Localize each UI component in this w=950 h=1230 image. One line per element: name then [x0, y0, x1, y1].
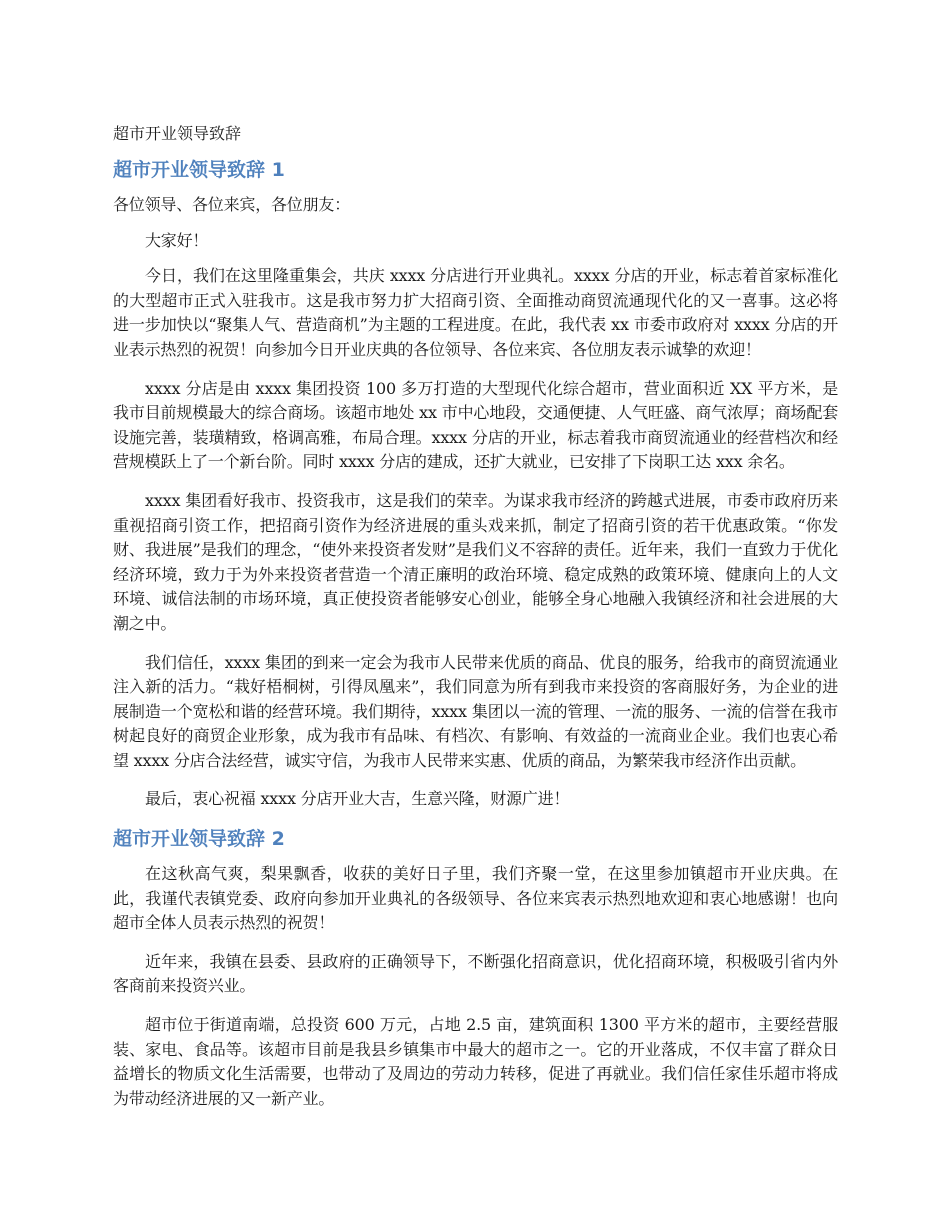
section-1-salutation: 各位领导、各位来宾，各位朋友： [113, 195, 351, 214]
section-1-greeting: 大家好！ [145, 230, 209, 250]
section-1-paragraph: 今日，我们在这里隆重集会，共庆 xxxx 分店进行开业典礼。xxxx 分店的开业，标志着首家标准化的大型超市正式入驻我市。这是我市努力扩大招商引资、全面推动商贸流通现代化的又一喜事。这必将进一步加快以“聚集人气、营造商机”为主题的工程进度。在此，我代表 xx 市委市政府对 xxxx 分店的开业表示热烈的祝贺！向参加今日开业庆典的各位领导、各位来宾、各位朋友表示诚挚的欢迎！ [113, 266, 838, 359]
document-page [113, 121, 838, 1125]
section-2-paragraph: 超市位于街道南端，总投资 600 万元，占地 2.5 亩，建筑面积 1300 平方米的超市，主要经营服装、家电、食品等。该超市目前是我县乡镇集市中最大的超市之一。它的开业落成，不仅丰富了群众日益增长的物质文化生活需要，也带动了及周边的劳动力转移，促进了再就业。我们信任家佳乐超市将成为带动经济进展的又一新产业。 [113, 1015, 838, 1108]
section-2-paragraph: 近年来，我镇在县委、县政府的正确领导下，不断强化招商意识，优化招商环境，积极吸引省内外客商前来投资兴业。 [113, 951, 838, 996]
section-1-closing: 最后，衷心祝福 xxxx 分店开业大吉，生意兴隆，财源广进！ [145, 789, 570, 809]
section-2-paragraph: 在这秋高气爽，梨果飘香，收获的美好日子里，我们齐聚一堂，在这里参加镇超市开业庆典。在此，我谨代表镇党委、政府向参加开业典礼的各级领导、各位来宾表示热烈地欢迎和衷心地感谢！也向超市全体人员表示热烈的祝贺！ [113, 864, 838, 933]
section-1-heading: 超市开业领导致辞 1 [113, 159, 285, 181]
section-2-heading: 超市开业领导致辞 2 [113, 828, 285, 851]
section-1-paragraph: 我们信任，xxxx 集团的到来一定会为我市人民带来优质的商品、优良的服务，给我市的商贸流通业注入新的活力。“栽好梧桐树，引得凤凰来”，我们同意为所有到我市来投资的客商服好务，为企业的进展制造一个宽松和谐的经营环境。我们期待，xxxx 集团以一流的管理、一流的服务、一流的信誉在我市树起良好的商贸企业形象，成为我市有品味、有档次、有影响、有效益的一流商业企业。我们也衷心希望 xxxx 分店合法经营，诚实守信，为我市人民带来实惠、优质的商品，为繁荣我市经济作出贡献。 [113, 652, 838, 770]
document-title: 超市开业领导致辞 [113, 124, 242, 143]
section-1-paragraph: xxxx 集团看好我市、投资我市，这是我们的荣幸。为谋求我市经济的跨越式进展，市委市政府历来重视招商引资工作，把招商引资作为经济进展的重头戏来抓，制定了招商引资的若干优惠政策。“你发财、我进展”是我们的理念，“使外来投资者发财”是我们义不容辞的责任。近年来，我们一直致力于优化经济环境，致力于为外来投资者营造一个清正廉明的政治环境、稳定成熟的政策环境、健康向上的人文环境、诚信法制的市场环境，真正使投资者能够安心创业，能够全身心地融入我镇经济和社会进展的大潮之中。 [113, 490, 838, 633]
section-1-paragraph: xxxx 分店是由 xxxx 集团投资 100 多万打造的大型现代化综合超市，营业面积近 XX 平方米，是我市目前规模最大的综合商场。该超市地处 xx 市中心地段，交通便捷、人气旺盛、商气浓厚；商场配套设施完善，装璜精致，格调高雅，布局合理。xxxx 分店的开业，标志着我市商贸流通业的经营档次和经营规模跃上了一个新台阶。同时 xxxx 分店的建成，还扩大就业，已安排了下岗职工达 xxx 余名。 [113, 378, 838, 472]
